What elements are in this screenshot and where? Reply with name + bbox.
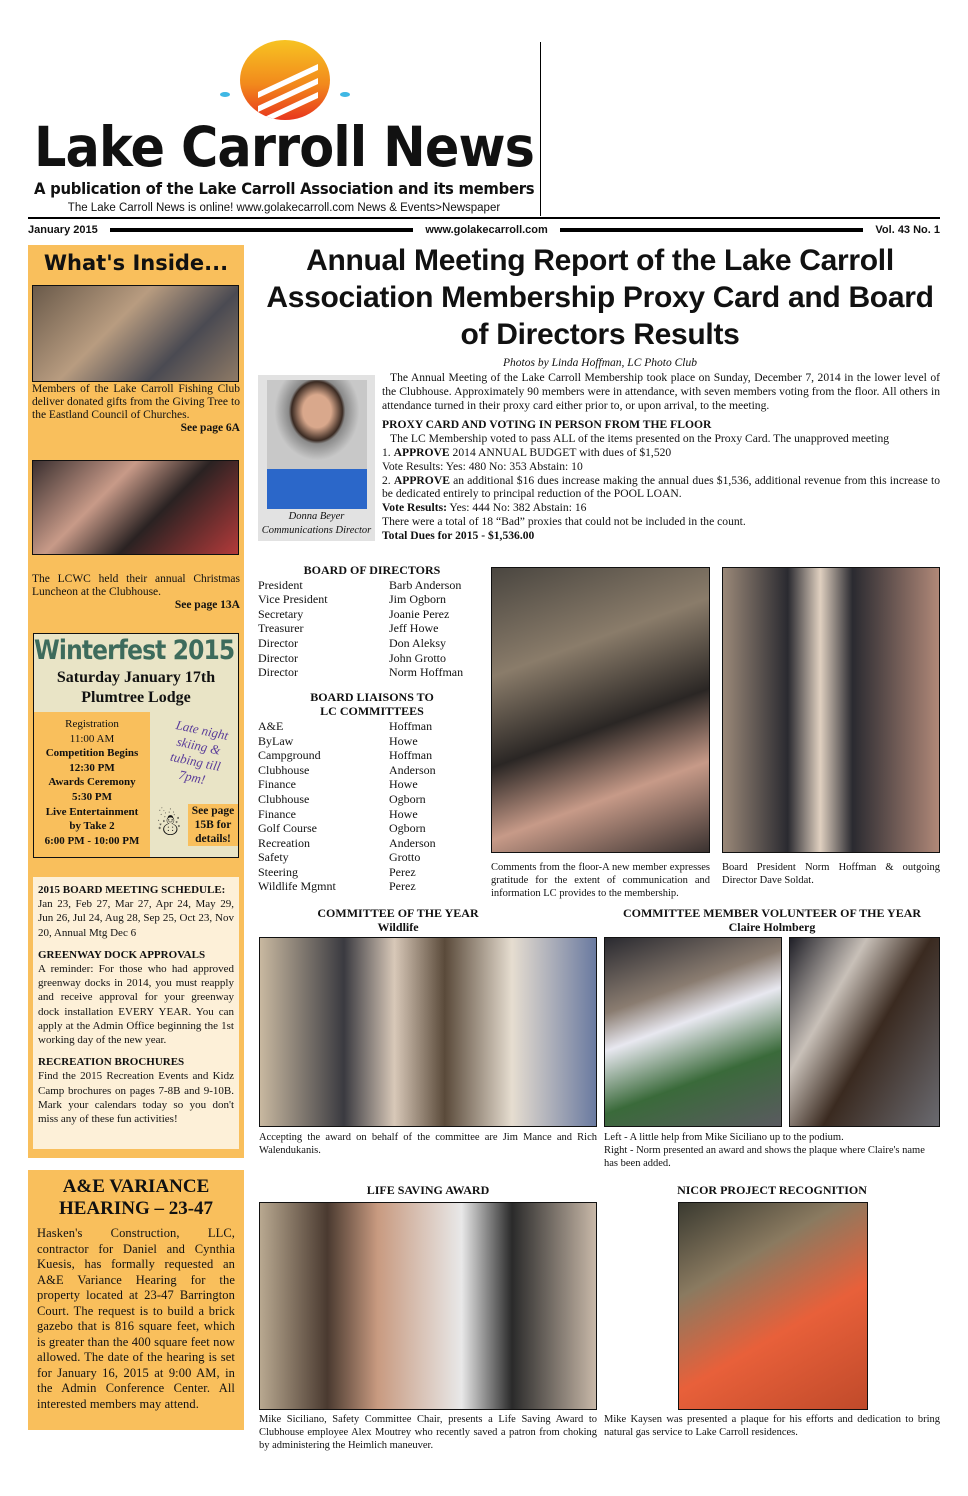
life-saving-photo: [259, 1202, 597, 1410]
floor-comment-photo: [491, 567, 710, 853]
schedule-line: 5:30 PM: [71, 790, 112, 803]
board-row: [258, 665, 486, 680]
photo-caption: Accepting the award on behalf of the committee are Jim Mance and Rich Walendukanis.: [259, 1132, 597, 1156]
name: Norm Hoffman: [389, 665, 464, 680]
schedule-line: Live Entertainment: [45, 805, 139, 818]
notice-title: RECREATION BROCHURES: [38, 1056, 185, 1069]
item-text: 2014 ANNUAL BUDGET with dues of $1,520: [449, 445, 672, 459]
notice-text: A reminder: For those who had approved greenway docks in 2014, you must reapply and receive approval for your greenway dock installation EVERY YEAR. You can apply at the Admin Office beginning the 1st working day of the new year.: [38, 963, 234, 1047]
masthead-online: The Lake Carroll News is online! www.golakecarroll.com News & Events>Newspaper: [67, 202, 501, 214]
role: Golf Course: [258, 821, 317, 836]
vote-results: Yes: 444 No: 382 Abstain: 16: [446, 501, 587, 515]
photo-caption: Right - Norm presented an award and shows the plaque where Claire's name has been added.: [604, 1145, 925, 1169]
notice-text: Find the 2015 Recreation Events and Kidz Camp brochures on pages 7-8B and 9-10B. Mark your calendars today so you don't miss any of these fun activities!: [38, 1070, 234, 1126]
notices: [33, 877, 239, 1149]
board-row: [258, 651, 486, 666]
photo-caption: Comments from the floor-A new member expresses gratitude for the extent of communication and information LC provides to the membership.: [491, 862, 710, 899]
logo-splash-icon: [340, 92, 350, 97]
role: Secretary: [258, 606, 304, 621]
winterfest-ad: [33, 633, 239, 858]
board-row: [258, 621, 486, 636]
photo-caption: Members of the Lake Carroll Fishing Club deliver donated gifts from the Giving Tree to the Eastland Council of Churches.: [32, 383, 240, 421]
intro: The Annual Meeting of the Lake Carroll Membership took place on Sunday, December 7, 2014 in the lower level of the Clubhouse. Approximately 90 members were in attendance, with seven members voting from the floor. All others in attendance turned in their proxy card either prior to, or upon arrival, to the meeting.: [382, 371, 940, 412]
name: Ogborn: [389, 791, 426, 806]
schedule-line: Competition Begins: [45, 747, 139, 760]
board-row: [258, 879, 486, 894]
item-num: 2.: [382, 473, 391, 487]
role: Treasurer: [258, 621, 304, 636]
role: ByLaw: [258, 733, 294, 748]
role: Director: [258, 665, 298, 680]
name: Ogborn: [389, 821, 426, 836]
divider: [540, 42, 541, 216]
portrait-card: [258, 375, 375, 541]
committee-photo: [259, 937, 597, 1127]
role: Steering: [258, 864, 298, 879]
section-heading: COMMITTEE MEMBER VOLUNTEER OF THE YEAR Claire Holmberg: [622, 906, 922, 934]
sidebar-heading: What's Inside...: [43, 251, 229, 275]
winterfest-note: Late night skiing & tubing till 7pm!: [168, 717, 230, 788]
name: Perez: [389, 879, 416, 894]
role: Wildlife Mgmnt: [258, 879, 336, 894]
vote-label: Vote Results:: [382, 501, 447, 515]
board-row: [258, 850, 486, 865]
schedule-line: Registration: [65, 718, 119, 730]
schedule-line: Awards Ceremony: [48, 776, 136, 789]
name: Joanie Perez: [389, 606, 450, 621]
photo-caption: Mike Siciliano, Safety Committee Chair, presents a Life Saving Award to Clubhouse employee Alex Moutrey who recently saved a patron from choking by administering the Heimlich maneuver.: [259, 1414, 597, 1451]
notice-title: 2015 BOARD MEETING SCHEDULE:: [38, 884, 226, 896]
bad-proxies: There were a total of 18 “Bad” proxies that could not be included in the count.: [382, 514, 746, 528]
name: Perez: [389, 864, 416, 879]
winterfest-title: Winterfest 2015: [34, 635, 235, 666]
lcwc-photo: [32, 460, 239, 555]
notice-title: GREENWAY DOCK APPROVALS: [38, 948, 206, 961]
issue-date: January 2015: [28, 224, 98, 236]
name: Grotto: [389, 850, 421, 865]
schedule-line: by Take 2: [69, 820, 115, 833]
role: Safety: [258, 850, 289, 865]
board-heading: BOARD OF DIRECTORS: [303, 563, 441, 577]
see-page[interactable]: See page 13A: [174, 599, 240, 611]
schedule-line: 6:00 PM - 10:00 PM: [44, 834, 140, 847]
role: Finance: [258, 806, 296, 821]
role: Recreation: [258, 835, 310, 850]
volunteer-photo-right: [789, 937, 940, 1127]
name: Jeff Howe: [389, 621, 439, 636]
role: Director: [258, 635, 298, 650]
portrait-photo: [267, 380, 367, 509]
section-heading: NICOR PROJECT RECOGNITION: [677, 1183, 867, 1197]
portrait-role: Communications Director: [261, 525, 372, 536]
masthead-subtitle-wrap: [34, 179, 534, 199]
name: Anderson: [389, 835, 436, 850]
board-row: [258, 763, 486, 778]
role: Director: [258, 650, 298, 665]
snowman-icon: ☃: [155, 809, 183, 842]
total-dues: Total Dues for 2015 - $1,536.00: [382, 528, 535, 542]
portrait-name: Donna Beyer: [288, 511, 345, 522]
masthead-title: Lake Carroll News: [34, 115, 534, 179]
board-row: [258, 578, 486, 593]
article-body: [382, 371, 940, 543]
board-row: [258, 636, 486, 651]
role: President: [258, 577, 303, 592]
name: Howe: [389, 733, 418, 748]
proxy-intro: The LC Membership voted to pass ALL of the items presented on the Proxy Card. The unapproved meeting: [390, 432, 890, 446]
winterfest-see[interactable]: See page 15B for details!: [188, 804, 238, 846]
schedule-line: 12:30 PM: [69, 761, 115, 774]
winterfest-place: Plumtree Lodge: [81, 689, 191, 706]
volume: Vol. 43 No. 1: [875, 224, 940, 236]
winterfest-schedule: [34, 712, 150, 857]
board-row: [258, 592, 486, 607]
item-num: 1.: [382, 445, 391, 459]
photo-caption: Left - A little help from Mike Siciliano up to the podium.: [604, 1132, 844, 1143]
proxy-heading: PROXY CARD AND VOTING IN PERSON FROM THE FLOOR: [382, 418, 712, 432]
variance-box: [28, 1170, 244, 1430]
board-row: [258, 734, 486, 749]
president-photo: [722, 567, 940, 853]
name: Hoffman: [389, 718, 433, 733]
section-heading: LIFE SAVING AWARD: [366, 1183, 490, 1197]
section-heading: COMMITTEE OF THE YEAR Wildlife: [317, 906, 479, 934]
item-text: an additional $16 dues increase making the annual dues $1,536, additional revenue from this increase to be dedicated entirely to principal reduction of the POOL LOAN.: [382, 473, 940, 501]
headline: Annual Meeting Report of the Lake Carroll Association Membership Proxy Card and Board of Directors Results: [266, 244, 934, 351]
name: Hoffman: [389, 748, 433, 763]
name: Howe: [389, 777, 418, 792]
name: Don Aleksy: [389, 635, 446, 650]
logo-sun-icon: [240, 40, 330, 120]
fishing-club-photo: [32, 285, 239, 382]
masthead-subtitle: A publication of the Lake Carroll Association and its members: [34, 179, 535, 198]
name: Barb Anderson: [389, 577, 462, 592]
vote-results: Vote Results: Yes: 480 No: 353 Abstain: 10: [382, 459, 583, 473]
board-row: [258, 777, 486, 792]
name: Howe: [389, 806, 418, 821]
winterfest-date: Saturday January 17th: [56, 669, 216, 686]
whats-inside-sidebar: [28, 245, 244, 1158]
name: John Grotto: [389, 650, 446, 665]
name: Anderson: [389, 762, 436, 777]
variance-text: Hasken's Construction, LLC, contractor for Daniel and Cynthia Kuesis, has formally requested an A&E Variance Hearing for the property located at 23-47 Barrington Court. The request is to build a brick gazebo that is 816 square feet, which is greater than the 400 square feet now allowed. The date of the hearing is set for January 16, 2015 at 9:00 AM, in the Admin Conference Center. All interested members may attend.: [37, 1226, 235, 1411]
nicor-photo: [678, 1202, 868, 1410]
photo-caption: Mike Kaysen was presented a plaque for his efforts and dedication to bring natural gas service to Lake Carroll residences.: [604, 1414, 940, 1438]
liaison-heading: BOARD LIAISONS TO: [310, 689, 434, 704]
board-row: [258, 821, 486, 836]
board-row: [258, 792, 486, 807]
role: Clubhouse: [258, 762, 310, 777]
see-page[interactable]: See page 6A: [180, 422, 240, 434]
board-list: [258, 563, 486, 894]
notice-text: Jan 23, Feb 27, Mar 27, Apr 24, May 29, Jun 26, Jul 24, Aug 28, Sep 25, Oct 23, Nov 20, Annual Mtg Dec 6: [38, 898, 234, 939]
role: Finance: [258, 777, 296, 792]
masthead-title-wrap: [34, 116, 534, 178]
role: Clubhouse: [258, 791, 310, 806]
photo-credit: Photos by Linda Hoffman, LC Photo Club: [503, 357, 697, 369]
date-bar: [28, 222, 940, 238]
photo-caption: The LCWC held their annual Christmas Luncheon at the Clubhouse.: [32, 573, 240, 598]
item-bold: APPROVE: [393, 445, 450, 459]
board-row: [258, 719, 486, 734]
board-row: [258, 836, 486, 851]
photo-caption: Board President Norm Hoffman & outgoing Director Dave Soldat.: [722, 862, 940, 886]
role: A&E: [258, 718, 284, 733]
variance-title: A&E VARIANCE HEARING – 23-47: [58, 1176, 214, 1219]
volunteer-photo-left: [604, 937, 782, 1127]
board-row: [258, 865, 486, 880]
site-url[interactable]: www.golakecarroll.com: [425, 224, 548, 236]
board-row: [258, 607, 486, 622]
board-row: [258, 748, 486, 763]
name: Jim Ogborn: [389, 592, 446, 607]
role: Vice President: [258, 592, 328, 607]
role: Campground: [258, 748, 321, 763]
item-bold: APPROVE: [393, 473, 450, 487]
liaison-heading: LC COMMITTEES: [320, 704, 424, 719]
board-row: [258, 807, 486, 822]
schedule-line: 11:00 AM: [69, 732, 115, 745]
logo-splash-icon: [220, 92, 230, 97]
divider: [28, 217, 940, 219]
